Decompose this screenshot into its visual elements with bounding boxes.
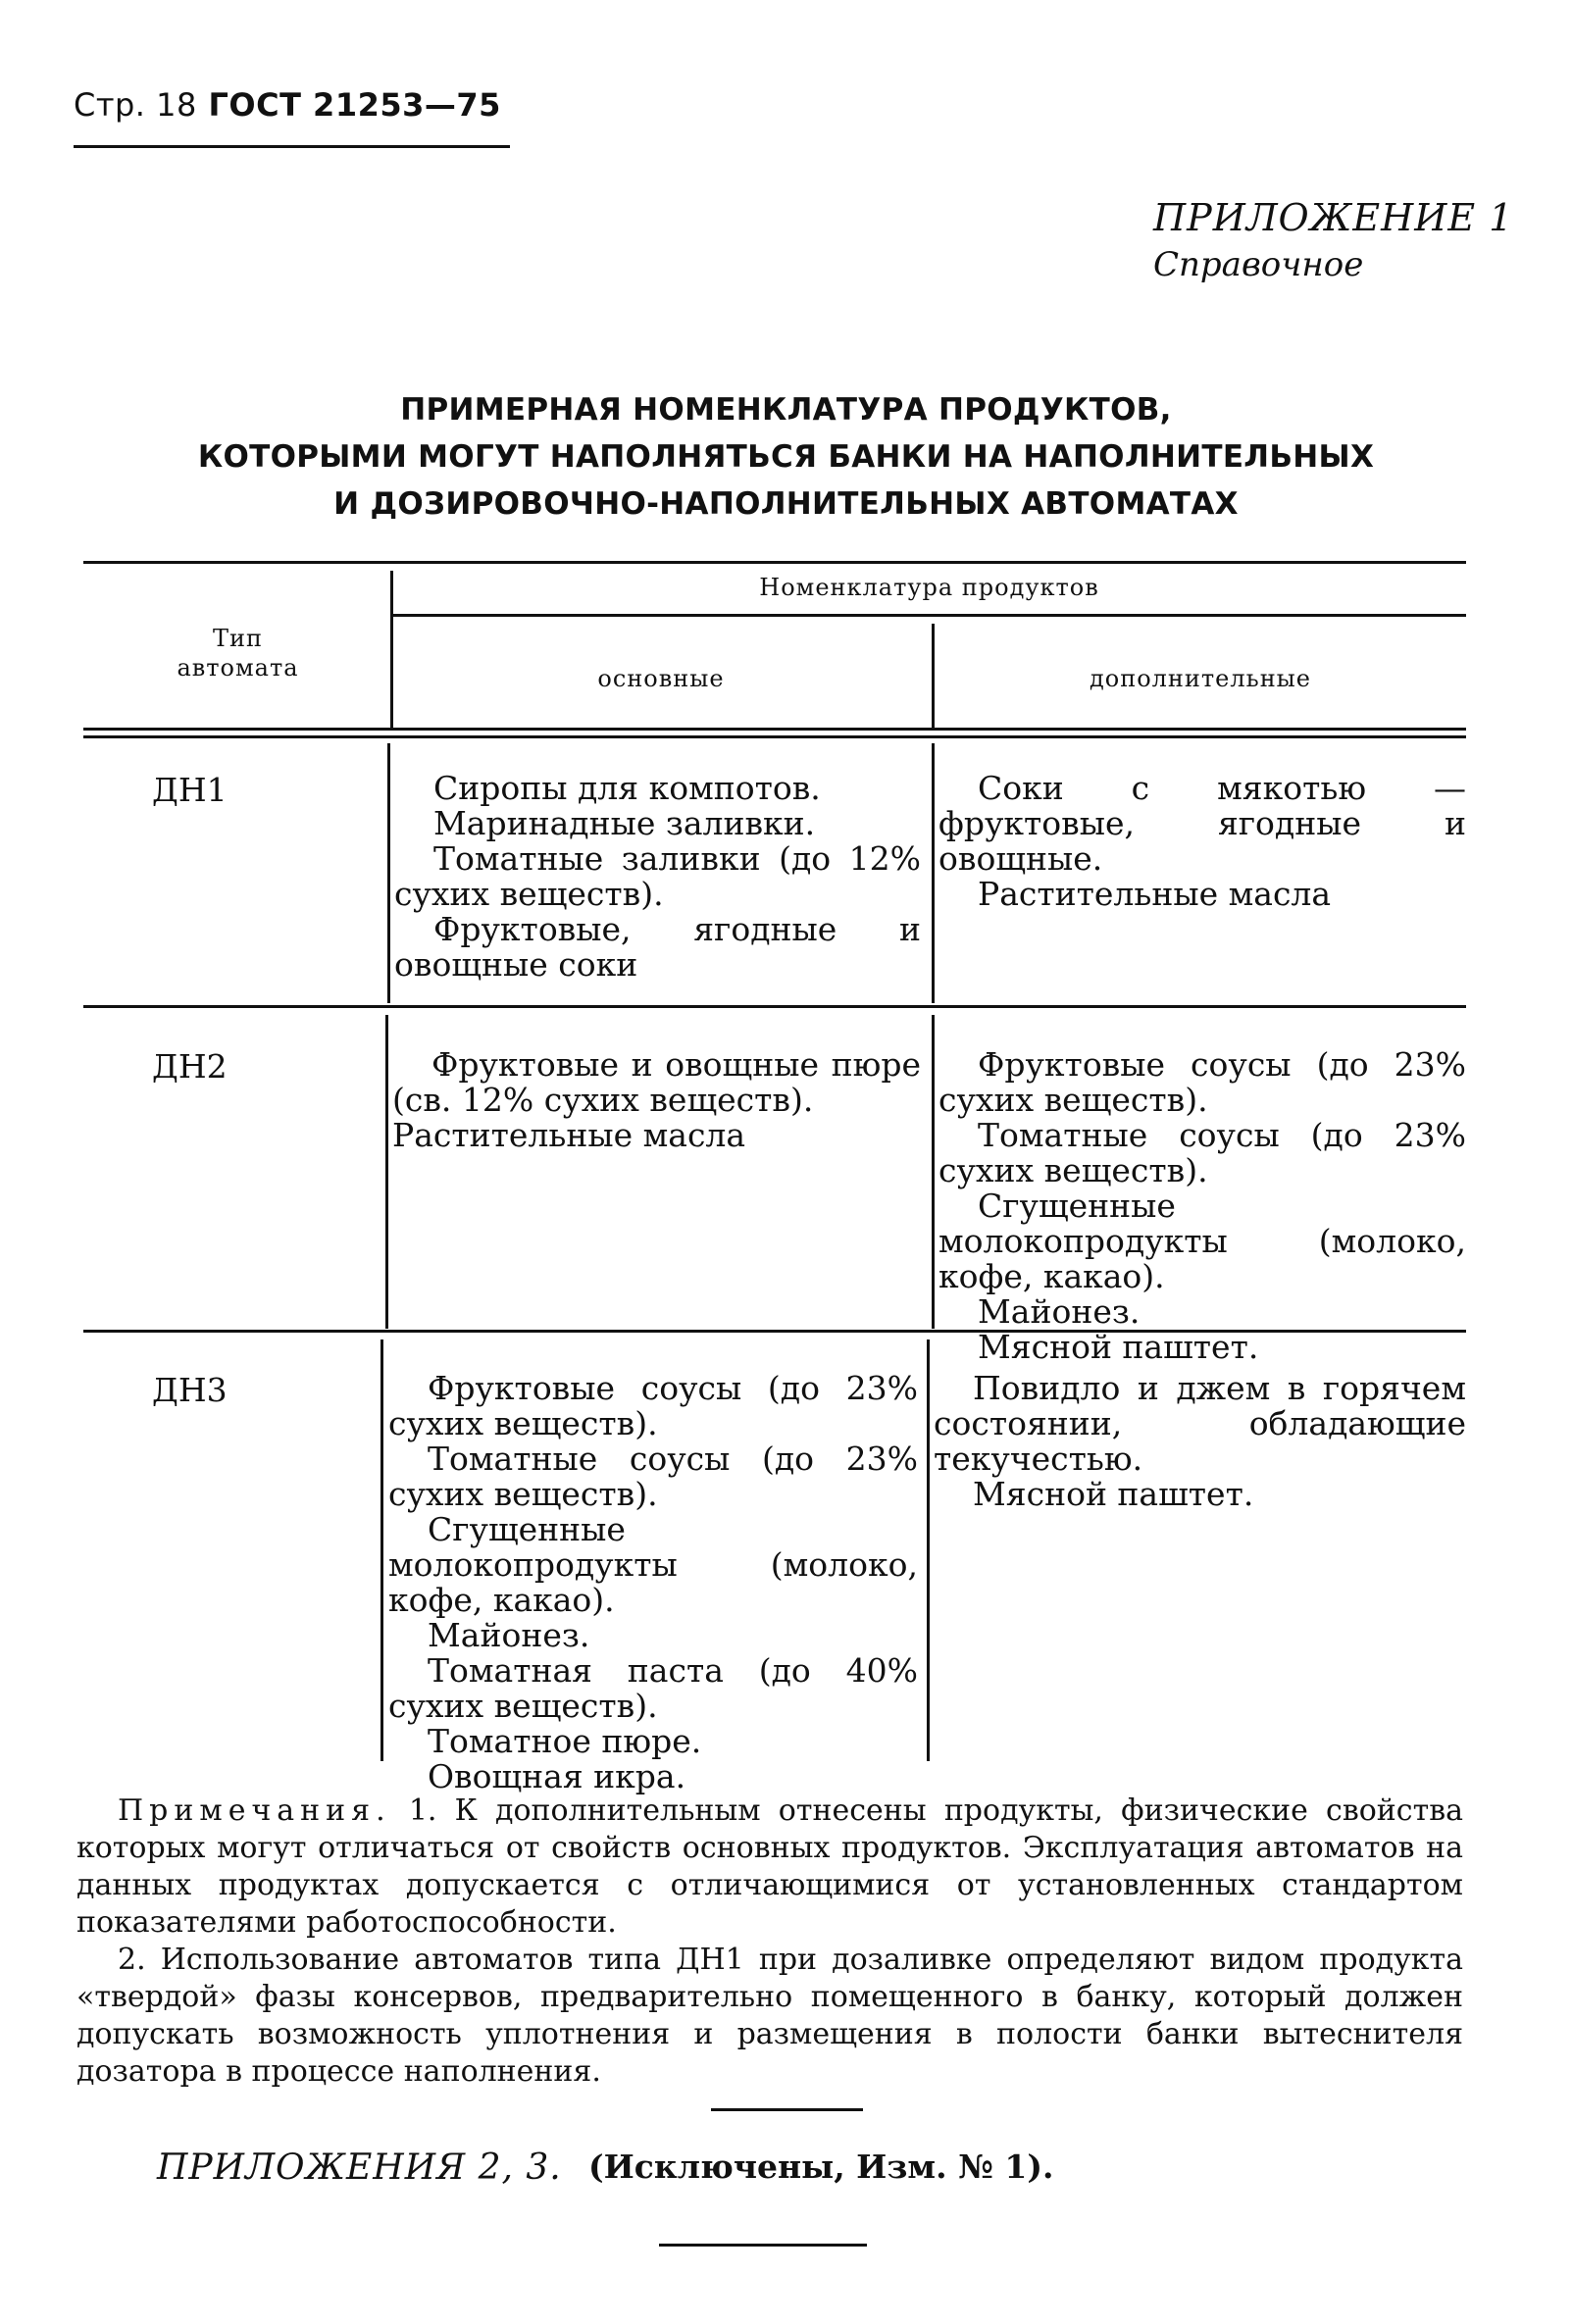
- standard-code: ГОСТ 21253—75: [208, 86, 501, 124]
- table-subheader-rule: [392, 614, 1466, 617]
- col-header-type-line1: Тип: [213, 625, 263, 652]
- header-rule: [74, 145, 510, 148]
- row-3-extra-item: Мясной паштет.: [973, 1475, 1254, 1513]
- table-vrule-row2-left: [385, 1015, 388, 1329]
- row-type-dn3: ДН3: [152, 1371, 228, 1409]
- row-2-main: [392, 1047, 921, 1153]
- row-3-main-item: Сгущенные молокопродукты (молоко, кофе, какао).: [388, 1510, 918, 1619]
- table-vrule-row1-mid: [932, 743, 935, 1003]
- footer-appendices: ПРИЛОЖЕНИЯ 2, 3.: [157, 2147, 562, 2188]
- col-header-extra: дополнительные: [1089, 665, 1311, 692]
- row-1-extra-item: Растительные масла: [978, 875, 1332, 913]
- appendix-subtitle: Справочное: [1153, 245, 1364, 284]
- row-1-main: [394, 771, 921, 983]
- doc-title-line-3: И ДОЗИРОВОЧНО-НАПОЛНИТЕЛЬНЫХ АВТОМАТАХ: [333, 486, 1239, 522]
- table-header-rule-1: [83, 728, 1466, 731]
- col-header-group: Номенклатура продуктов: [759, 574, 1099, 601]
- page-header: [74, 86, 501, 124]
- row-2-extra-item: Томатные соусы (до 23% сухих веществ).: [938, 1116, 1466, 1189]
- notes-label: Примечания.: [118, 1794, 391, 1828]
- row-2-main-item: Фруктовые и овощные пюре (св. 12% сухих веществ).: [392, 1045, 921, 1119]
- note-1: [76, 1793, 1463, 1942]
- doc-title-line-2: КОТОРЫМИ МОГУТ НАПОЛНЯТЬСЯ БАНКИ НА НАПОЛНИТЕЛЬНЫХ: [197, 439, 1375, 475]
- row-type-dn2: ДН2: [152, 1047, 228, 1086]
- notes-section: [76, 1793, 1463, 2091]
- row-2-extra: [938, 1047, 1466, 1365]
- row-3-main-item: Томатные соусы (до 23% сухих веществ).: [388, 1440, 918, 1513]
- appendix-title: ПРИЛОЖЕНИЕ 1: [1153, 196, 1514, 239]
- row-3-main: [388, 1371, 918, 1794]
- row-2-extra-item: Сгущенные молокопродукты (молоко, кофе, какао).: [938, 1187, 1466, 1295]
- table-row-rule-1: [83, 1005, 1466, 1008]
- row-1-extra: [938, 771, 1466, 912]
- table-vrule-row3-left: [380, 1339, 383, 1761]
- row-2-extra-item: Мясной паштет.: [978, 1328, 1259, 1366]
- row-1-main-item: Томатные заливки (до 12% сухих веществ).: [394, 839, 921, 913]
- col-header-type: [88, 624, 387, 682]
- row-1-main-item: Фруктовые, ягодные и овощные соки: [394, 910, 921, 984]
- table-top-rule: [83, 561, 1466, 564]
- row-1-main-item: Маринадные заливки.: [433, 804, 816, 842]
- row-2-extra-item: Фруктовые соусы (до 23% сухих веществ).: [938, 1045, 1466, 1119]
- row-1-main-item: Сиропы для компотов.: [433, 769, 821, 807]
- col-header-type-line2: автомата: [177, 654, 299, 682]
- row-3-main-item: Овощная икра.: [428, 1757, 686, 1795]
- row-3-main-item: Фруктовые соусы (до 23% сухих веществ).: [388, 1369, 918, 1442]
- page-number: Стр. 18: [74, 86, 197, 124]
- footer-excluded: (Исключены, Изм. № 1).: [588, 2147, 1054, 2186]
- table-header-rule-2: [83, 735, 1466, 738]
- row-3-main-item: Томатная паста (до 40% сухих веществ).: [388, 1651, 918, 1725]
- footer-rule-top: [711, 2108, 863, 2111]
- table-vrule-row2-mid: [932, 1015, 935, 1329]
- doc-title-line-1: ПРИМЕРНАЯ НОМЕНКЛАТУРА ПРОДУКТОВ,: [400, 392, 1172, 428]
- table-vrule-row3-mid: [927, 1339, 930, 1761]
- footer-rule-bottom: [659, 2244, 867, 2247]
- row-3-extra-item: Повидло и джем в горячем состоянии, обладающие текучестью.: [934, 1369, 1466, 1478]
- note-2: 2. Использование автоматов типа ДН1 при дозаливке определяют видом продукта «твердой» фазы консервов, предварительно помещенного в банку, который должен допускать возможность уплотнения и размещения в полости банки вытеснителя дозатора в процессе наполнения.: [76, 1943, 1463, 2089]
- note-1-text: 1. К дополнительным отнесены продукты, физические свойства которых могут отличаться от свойств основных продуктов. Эксплуатация автоматов на данных продуктах допускается с отличающимися от установленных стандартом показателями работоспособности.: [76, 1794, 1463, 1940]
- col-header-main: основные: [597, 665, 725, 692]
- row-2-main-item: Растительные масла: [392, 1116, 746, 1154]
- row-3-main-item: Майонез.: [428, 1616, 590, 1654]
- table-vrule-row1-left: [387, 743, 390, 1003]
- row-3-extra: [934, 1371, 1466, 1512]
- row-3-main-item: Томатное пюре.: [428, 1722, 702, 1760]
- row-type-dn1: ДН1: [152, 771, 228, 809]
- row-2-extra-item: Майонез.: [978, 1292, 1141, 1331]
- row-1-extra-item: Соки с мякотью — фруктовые, ягодные и овощные.: [938, 769, 1466, 878]
